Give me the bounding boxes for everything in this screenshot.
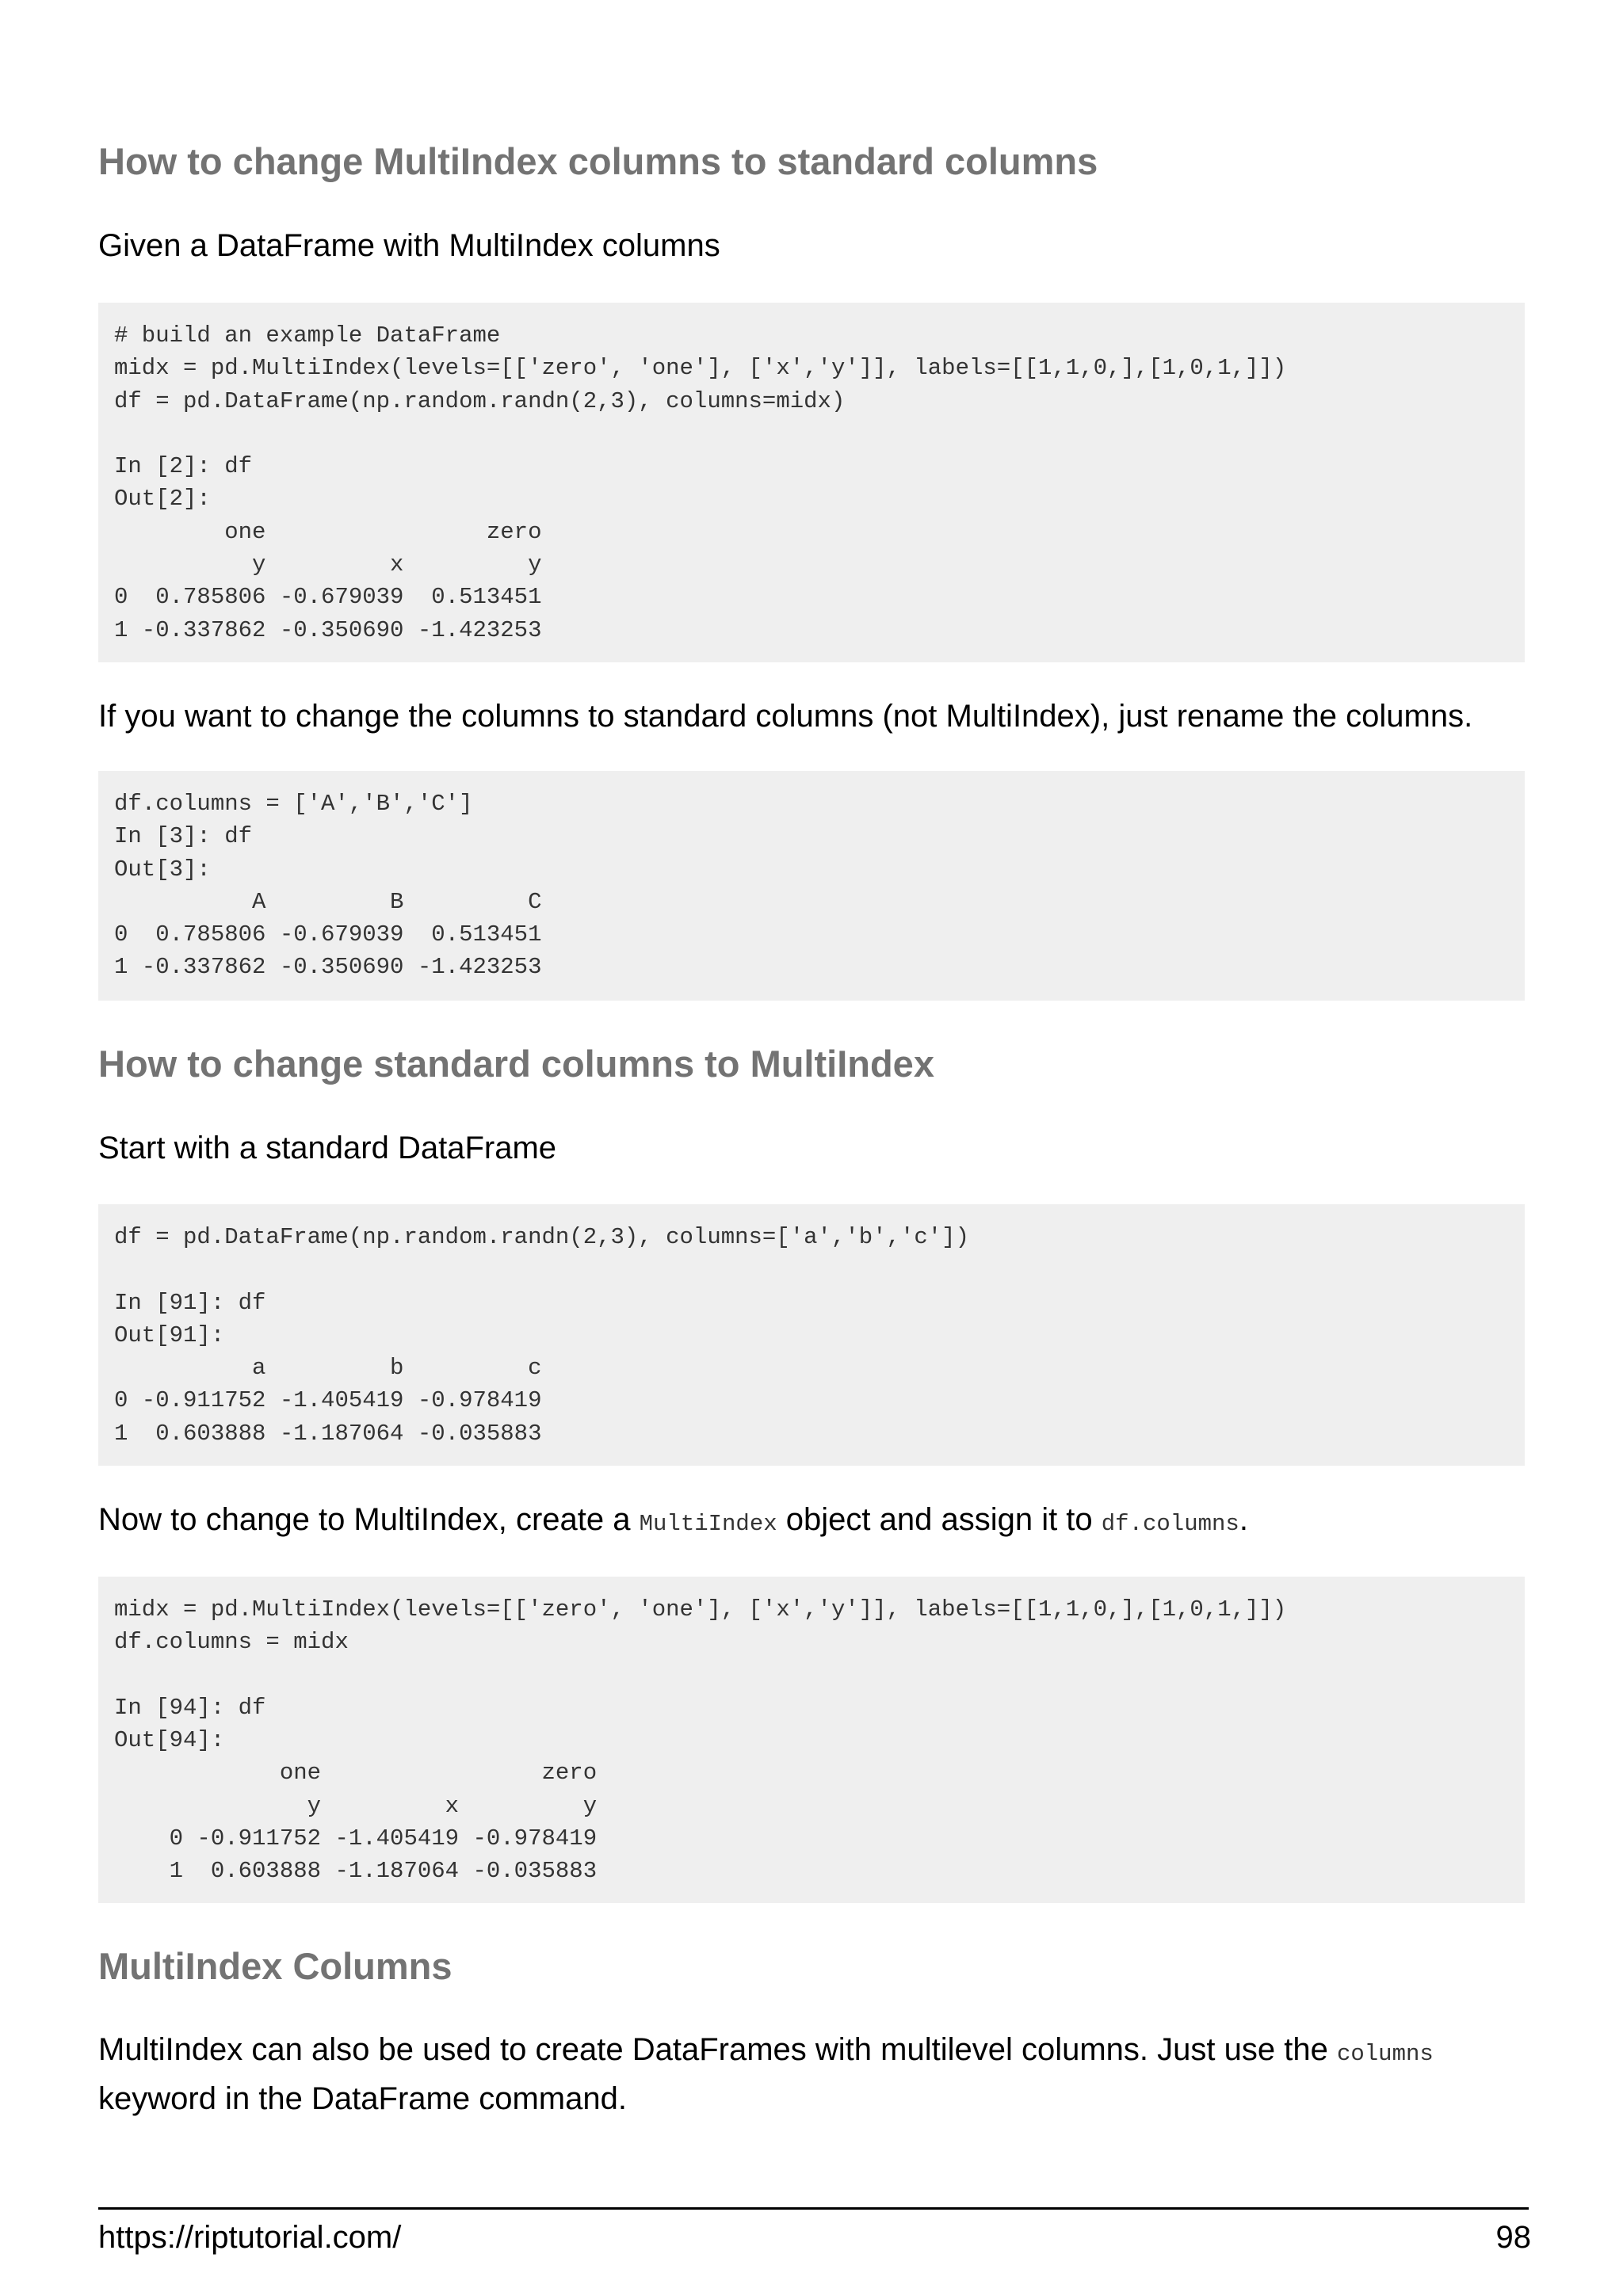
section-heading: MultiIndex Columns xyxy=(98,1945,453,1987)
page-number: 98 xyxy=(1495,2220,1531,2255)
code-block xyxy=(98,1204,1525,1466)
paragraph: Given a DataFrame with MultiIndex columns xyxy=(98,228,720,263)
code-text: df = pd.DataFrame(np.random.randn(2,3), columns=['a','b','c']) In [91]: df Out[91]: a b c 0 -0.911752 -1.405419 -0.978419 1 0.603888 -1.187064 -0.035883 xyxy=(114,1224,969,1447)
footer-divider xyxy=(98,2207,1529,2210)
paragraph-text: . xyxy=(1239,1502,1248,1537)
inline-code: df.columns xyxy=(1101,1511,1239,1537)
code-text: df.columns = ['A','B','C'] In [3]: df Out[3]: A B C 0 0.785806 -0.679039 0.513451 1 -0.337862 -0.350690 -1.423253 xyxy=(114,791,542,981)
code-block xyxy=(98,771,1525,1001)
code-text: midx = pd.MultiIndex(levels=[['zero', 'one'], ['x','y']], labels=[[1,1,0,],[1,0,1,]]) df.columns = midx In [94]: df Out[94]: one zero y x y 0 -0.911752 -1.405419 -0.978419 1 0.603888 -1.187064 -0.035883 xyxy=(114,1596,1287,1885)
paragraph-text: object and assign it to xyxy=(777,1502,1102,1537)
code-block xyxy=(98,303,1525,662)
footer-url: https://riptutorial.com/ xyxy=(98,2220,402,2255)
paragraph-text: MultiIndex can also be used to create DataFrames with multilevel columns. Just use the xyxy=(98,2032,1337,2067)
code-block xyxy=(98,1577,1525,1903)
section-heading: How to change standard columns to MultiIndex xyxy=(98,1043,934,1085)
paragraph xyxy=(98,2027,1525,2121)
paragraph-text: keyword in the DataFrame command. xyxy=(98,2081,627,2116)
code-text: # build an example DataFrame midx = pd.MultiIndex(levels=[['zero', 'one'], ['x','y']], labels=[[1,1,0,],[1,0,1,]]) df = pd.DataFrame(np.random.randn(2,3), columns=midx) In [2]: df Out[2]: one zero y x y 0 0.785806 -0.679039 0.513451 1 -0.337862 -0.350690 -1.423253 xyxy=(114,322,1287,643)
paragraph: Start with a standard DataFrame xyxy=(98,1131,557,1165)
paragraph xyxy=(98,1497,1525,1547)
paragraph: If you want to change the columns to standard columns (not MultiIndex), just rename the columns. xyxy=(98,699,1473,734)
inline-code: columns xyxy=(1336,2041,1434,2067)
section-heading: How to change MultiIndex columns to standard columns xyxy=(98,140,1098,182)
inline-code: MultiIndex xyxy=(639,1511,777,1537)
paragraph-text: Now to change to MultiIndex, create a xyxy=(98,1502,640,1537)
